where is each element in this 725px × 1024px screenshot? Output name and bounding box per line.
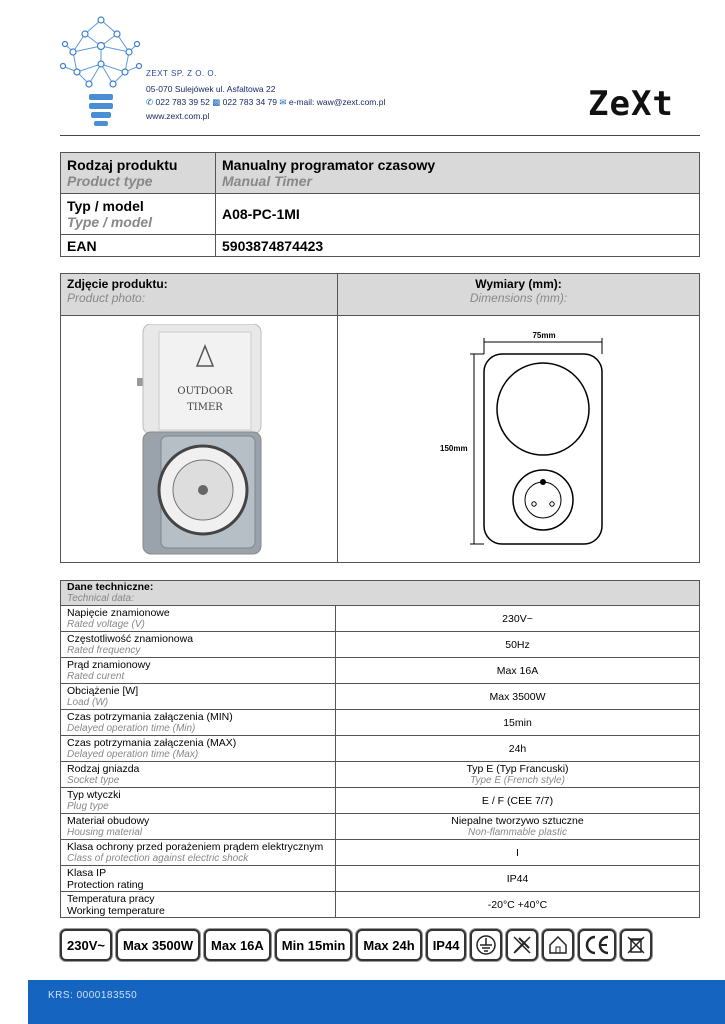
- indoor-house-icon: [542, 929, 574, 961]
- company-name: ZEXT SP. Z O. O.: [146, 69, 217, 78]
- tech-row-label: Temperatura pracy Working temperature: [61, 892, 336, 918]
- svg-text:150mm: 150mm: [440, 444, 468, 453]
- model-value: A08-PC-1MI: [216, 194, 700, 235]
- tech-row-value: 230V~: [336, 606, 700, 632]
- tech-row: [61, 892, 700, 918]
- tech-row: [61, 658, 700, 684]
- tech-row-value: Typ E (Typ Francuski) Type E (French style): [336, 762, 700, 788]
- badge-power: Max 3500W: [116, 929, 200, 961]
- company-website: www.zext.com.pl: [146, 111, 210, 121]
- tech-row-value: IP44: [336, 866, 700, 892]
- photo-label-cell: Zdjęcie produktu: Product photo:: [61, 274, 338, 316]
- mail-icon: ✉: [279, 97, 287, 107]
- model-label: Typ / model Type / model: [61, 194, 216, 235]
- tech-row-label: Klasa ochrony przed porażeniem prądem elektrycznym Class of protection against electric shock: [61, 840, 336, 866]
- svg-text:75mm: 75mm: [532, 331, 556, 340]
- tech-row: [61, 762, 700, 788]
- svg-text:OUTDOOR: OUTDOOR: [177, 386, 233, 397]
- brand-logo: ZeXt: [588, 84, 674, 124]
- tech-row-label: Rodzaj gniazda Socket type: [61, 762, 336, 788]
- spec-badges: [60, 928, 652, 962]
- footer-bar: [28, 980, 725, 1024]
- tech-row: [61, 866, 700, 892]
- tech-row-value: Niepalne tworzywo sztuczne Non-flammable plastic: [336, 814, 700, 840]
- tech-header: Dane techniczne: Technical data:: [61, 581, 700, 606]
- tech-row: [61, 632, 700, 658]
- svg-text:TIMER: TIMER: [187, 402, 223, 413]
- photo-table: [60, 273, 700, 563]
- tech-row-value: Max 3500W: [336, 684, 700, 710]
- tech-row: [61, 684, 700, 710]
- tech-row: [61, 840, 700, 866]
- krs-number: KRS: 0000183550: [48, 990, 138, 1001]
- tech-row: [61, 788, 700, 814]
- company-address: 05-070 Sulejówek ul. Asfaltowa 22: [146, 84, 276, 94]
- tech-row: [61, 606, 700, 632]
- ce-mark-icon: [578, 929, 616, 961]
- tech-row-value: 24h: [336, 736, 700, 762]
- tech-row-value: I: [336, 840, 700, 866]
- tech-row-label: Klasa IP Protection rating: [61, 866, 336, 892]
- dimensions-label-cell: Wymiary (mm): Dimensions (mm):: [338, 274, 700, 316]
- product-photo: [137, 324, 267, 556]
- ean-label: EAN: [61, 235, 216, 257]
- product-photo-cell: [61, 316, 338, 563]
- ground-icon: [470, 929, 502, 961]
- tech-row-label: Materiał obudowy Housing material: [61, 814, 336, 840]
- tech-row: [61, 736, 700, 762]
- ean-value: 5903874874423: [216, 235, 700, 257]
- phone-1: 022 783 39 52: [155, 97, 210, 107]
- dimensions-drawing-cell: [338, 316, 700, 563]
- badge-ip: IP44: [426, 929, 467, 961]
- header-divider: [60, 135, 700, 136]
- tech-row-label: Częstotliwość znamionowa Rated frequency: [61, 632, 336, 658]
- tech-row-value: -20°C +40°C: [336, 892, 700, 918]
- tech-row-value: 15min: [336, 710, 700, 736]
- company-email: e-mail: waw@zext.com.pl: [288, 97, 386, 107]
- weee-bin-icon: [620, 929, 652, 961]
- dimensions-drawing: [434, 324, 654, 556]
- technical-data-table: [60, 580, 700, 918]
- tech-row-label: Czas potrzymania załączenia (MAX) Delayed operation time (Max): [61, 736, 336, 762]
- product-type-label: Rodzaj produktu Product type: [61, 153, 216, 194]
- tech-row-label: Napięcie znamionowe Rated voltage (V): [61, 606, 336, 632]
- badge-voltage: 230V~: [60, 929, 112, 961]
- tech-row-label: Obciążenie [W] Load (W): [61, 684, 336, 710]
- phone-2: 022 783 34 79: [222, 97, 277, 107]
- tech-row-value: Max 16A: [336, 658, 700, 684]
- tech-row: [61, 814, 700, 840]
- fax-icon: ▩: [212, 97, 221, 107]
- no-tools-icon: [506, 929, 538, 961]
- badge-max-time: Max 24h: [356, 929, 421, 961]
- tech-row: [61, 710, 700, 736]
- tech-row-value: 50Hz: [336, 632, 700, 658]
- company-logo-bulb: [55, 14, 147, 134]
- phone-icon: ✆: [146, 97, 154, 107]
- tech-row-value: E / F (CEE 7/7): [336, 788, 700, 814]
- product-info-table: [60, 152, 700, 257]
- badge-current: Max 16A: [204, 929, 271, 961]
- badge-min-time: Min 15min: [275, 929, 353, 961]
- product-type-value: Manualny programator czasowy Manual Timer: [216, 153, 700, 194]
- tech-row-label: Prąd znamionowy Rated curent: [61, 658, 336, 684]
- tech-row-label: Typ wtyczki Plug type: [61, 788, 336, 814]
- tech-row-label: Czas potrzymania załączenia (MIN) Delayed operation time (Min): [61, 710, 336, 736]
